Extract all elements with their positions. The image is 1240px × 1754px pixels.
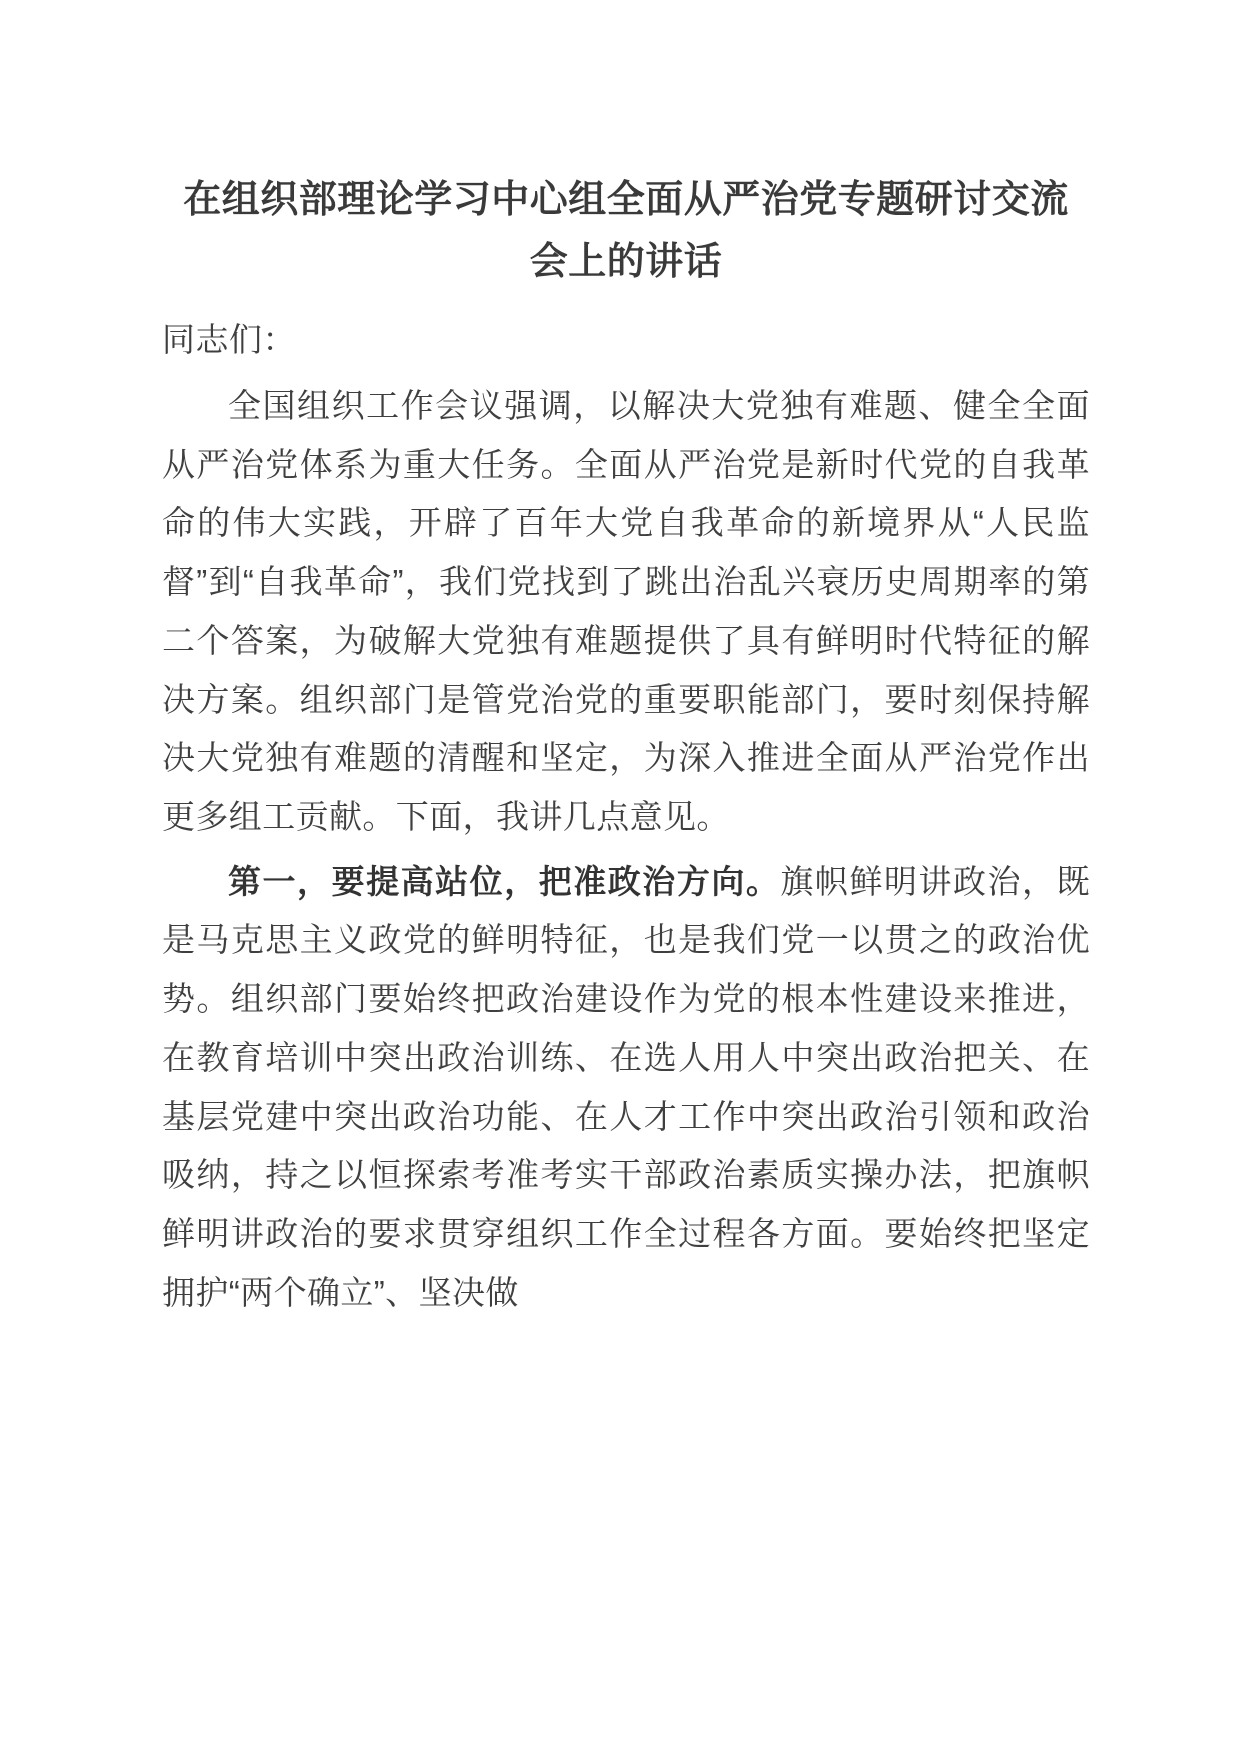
section-one-body: 旗帜鲜明讲政治，既是马克思主义政党的鲜明特征，也是我们党一以贯之的政治优势。组织部门要始终把政治建设作为党的根本性建设来推进，在教育培训中突出政治训练、在选人用人中突出政治把关、在基层党建中突出政治功能、在人才工作中突出政治引领和政治吸纳，持之以恒探索考准考实干部政治素质实操办法，把旗帜鲜明讲政治的要求贯穿组织工作全过程各方面。要始终把坚定拥护“两个确立”、坚决做 bbox=[162, 862, 1090, 1311]
section-one-heading: 第一，要提高站位，把准政治方向。 bbox=[228, 862, 781, 900]
page-title: 在组织部理论学习中心组全面从严治党专题研讨交流会上的讲话 bbox=[183, 179, 1069, 283]
salutation: 同志们： bbox=[162, 321, 296, 359]
paragraph-section-one bbox=[162, 853, 1090, 1323]
paragraph-intro: 全国组织工作会议强调，以解决大党独有难题、健全全面从严治党体系为重大任务。全面从严治党是新时代党的自我革命的伟大实践，开辟了百年大党自我革命的新境界从“人民监督”到“自我革命”，我们党找到了跳出治乱兴衰历史周期率的第二个答案，为破解大党独有难题提供了具有鲜明时代特征的解决方案。组织部门是管党治党的重要职能部门，要时刻保持解决大党独有难题的清醒和坚定，为深入推进全面从严治党作出更多组工贡献。下面，我讲几点意见。 bbox=[162, 386, 1090, 835]
